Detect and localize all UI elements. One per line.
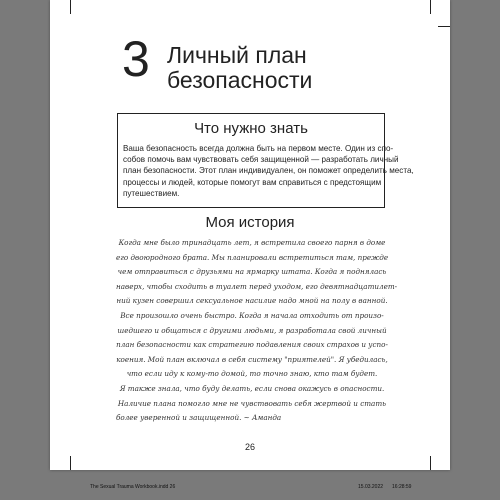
- page-number: 26: [244, 442, 255, 452]
- story-title: Моя история: [205, 214, 295, 231]
- crop-mark-bottom-left: [70, 456, 71, 470]
- box-text-line: путешествием.: [123, 188, 180, 198]
- story-line: шедшего и общаться с другими людьми, я разработала свой личный: [117, 325, 387, 335]
- chapter-title: [167, 43, 312, 93]
- story-line: Когда мне было тринадцать лет, я встретила своего парня в доме: [118, 238, 386, 247]
- box-text-line: собов помочь вам чувствовать себя защищенной — разработать личный: [123, 155, 399, 165]
- box-text-line: процессы и людей, которые помогут вам справиться с предстоящим: [123, 177, 382, 187]
- slug-time: 16:28:59: [392, 484, 412, 490]
- story-line: наверх, чтобы сходить в туалет перед уходом, его девятнадцатилет-: [116, 281, 398, 291]
- book-page: [50, 0, 450, 470]
- box-text-line: Ваша безопасность всегда должна быть на первом месте. Один из спо-: [123, 144, 394, 153]
- story-text: [116, 236, 398, 426]
- story-line: Все произошло очень быстро. Когда я начала отходить от произо-: [120, 310, 384, 320]
- crop-mark-top-right: [430, 0, 431, 14]
- chapter-title-line-2: безопасности: [167, 67, 313, 93]
- slug-date: 15.03.2022: [358, 484, 384, 490]
- story-line: что если иду к кому-то домой, то точно знаю, кто там будет.: [126, 369, 378, 379]
- crop-mark-right-edge: [438, 26, 450, 27]
- chapter-number: 3: [122, 31, 150, 87]
- crop-mark-top-left: [70, 0, 71, 14]
- chapter-title-line-1: Личный план: [167, 42, 307, 68]
- story-line: его двоюродного брата. Мы планировали встретиться там, прежде: [116, 252, 389, 262]
- story-line: план безопасности как стратегию подавления своих страхов и успо-: [116, 340, 388, 350]
- story-line: Наличие плана помогло мне не чувствовать себя жертвой и стать: [117, 398, 387, 408]
- story-line: Я также знала, что буду делать, если снова окажусь в опасности.: [119, 383, 385, 393]
- what-to-know-box: [117, 113, 414, 208]
- box-title: Что нужно знать: [194, 120, 308, 137]
- box-text-line: план безопасности. Этот план индивидуален, он поможет определить места,: [123, 166, 414, 176]
- crop-mark-bottom-right: [430, 456, 431, 470]
- story-line: чем отправиться с друзьями на ярмарку штата. Когда я поднялась: [117, 267, 387, 277]
- slug-file: The Sexual Trauma Workbook.indd 26: [90, 484, 176, 490]
- story-line: ний кузен совершил сексуальное насилие надо мной на полу в ванной.: [116, 296, 388, 306]
- box-text: [123, 143, 414, 199]
- story-line: более уверенной и защищенной. ~ Аманда: [116, 413, 282, 423]
- story-line: коения. Мой план включал в себя систему "приятелей". Я убедилась,: [116, 354, 388, 364]
